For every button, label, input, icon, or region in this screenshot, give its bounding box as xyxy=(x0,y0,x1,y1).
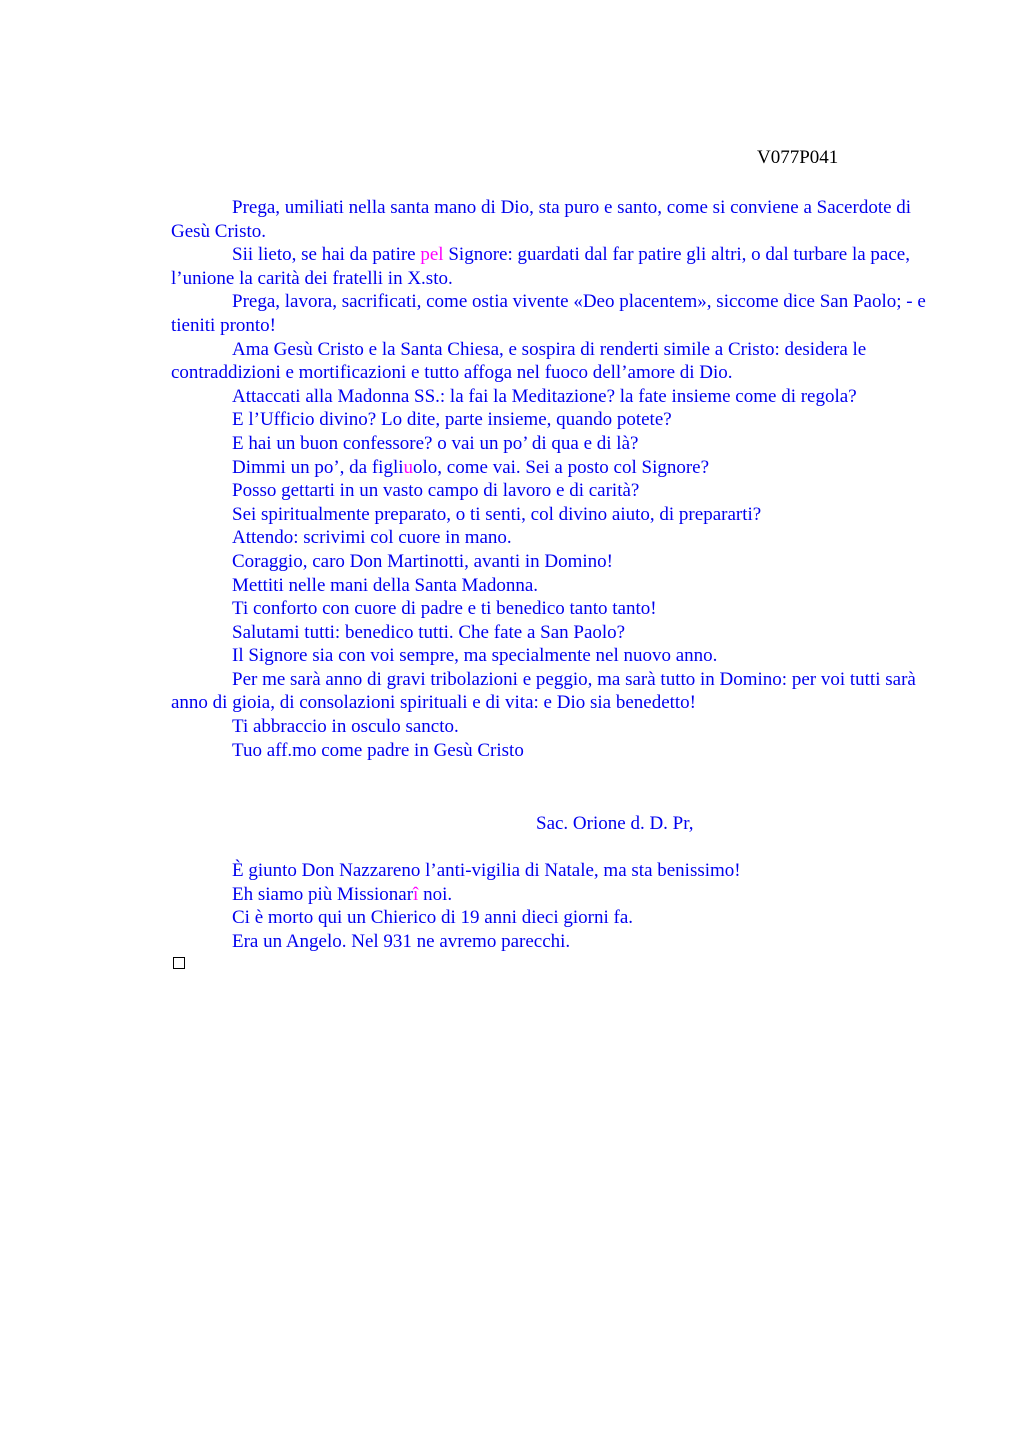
letter-paragraph: Ti conforto con cuore di padre e ti benedico tanto tanto! xyxy=(232,598,657,620)
letter-paragraph: Salutami tutti: benedico tutti. Che fate a San Paolo? xyxy=(232,621,626,643)
letter-paragraph: Posso gettarti in un vasto campo di lavoro e di carità? xyxy=(232,480,640,502)
letter-paragraph: Attaccati alla Madonna SS.: la fai la Meditazione? la fate insieme come di regola? xyxy=(232,385,857,407)
postscript-line: Ci è morto qui un Chierico di 19 anni dieci giorni fa. xyxy=(232,907,634,929)
signature: Sac. Orione d. D. Pr, xyxy=(536,813,694,834)
postscript xyxy=(171,859,931,953)
letter-paragraph: Ama Gesù Cristo e la Santa Chiesa, e sospira di renderti simile a Cristo: desidera le contraddizioni e mortificazioni e tutto affoga nel fuoco dell’amore di Dio. xyxy=(171,338,867,384)
letter-paragraph: Attendo: scrivimi col cuore in mano. xyxy=(232,527,512,549)
highlighted-letter: u xyxy=(403,456,414,478)
letter-paragraph: Mettiti nelle mani della Santa Madonna. xyxy=(232,574,539,596)
letter-paragraph: Per me sarà anno di gravi tribolazioni e peggio, ma sarà tutto in Domino: per voi tutti sarà anno di gioia, di consolazioni spirituali e di vita: e Dio sia benedetto! xyxy=(171,668,916,714)
end-of-document-box xyxy=(173,957,185,969)
letter-paragraph: Coraggio, caro Don Martinotti, avanti in Domino! xyxy=(232,550,613,572)
page-identifier: V077P041 xyxy=(757,147,839,168)
letter-paragraph: Il Signore sia con voi sempre, ma specialmente nel nuovo anno. xyxy=(232,645,718,667)
letter-body xyxy=(171,196,931,762)
highlighted-word: pel xyxy=(420,244,444,266)
highlighted-letter: î xyxy=(413,883,419,905)
letter-paragraph: Sei spiritualmente preparato, o ti senti, col divino aiuto, di prepararti? xyxy=(232,503,762,525)
letter-paragraph: Sii lieto, se hai da patire pel Signore: guardati dal far patire gli altri, o dal turbare la pace, l’unione la carità dei fratelli in X.sto. xyxy=(171,244,910,289)
letter-paragraph: Prega, lavora, sacrificati, come ostia vivente «Deo placentem», siccome dice San Paolo; - e tieniti pronto! xyxy=(171,291,926,336)
postscript-line: Era un Angelo. Nel 931 ne avremo parecchi. xyxy=(232,930,571,952)
postscript-line: È giunto Don Nazzareno l’anti-vigilia di Natale, ma sta benissimo! xyxy=(232,860,741,881)
letter-paragraph: Prega, umiliati nella santa mano di Dio, sta puro e santo, come si conviene a Sacerdote di Gesù Cristo. xyxy=(171,197,912,242)
letter-paragraph: E l’Ufficio divino? Lo dite, parte insieme, quando potete? xyxy=(232,409,672,431)
letter-paragraph: Ti abbraccio in osculo sancto. xyxy=(232,716,459,738)
letter-paragraph: E hai un buon confessore? o vai un po’ di qua e di là? xyxy=(232,432,639,454)
letter-closing: Tuo aff.mo come padre in Gesù Cristo xyxy=(232,739,524,761)
letter-paragraph: Dimmi un po’, da figliuolo, come vai. Sei a posto col Signore? xyxy=(232,456,710,478)
postscript-line: Eh siamo più Missionarî noi. xyxy=(232,883,453,905)
